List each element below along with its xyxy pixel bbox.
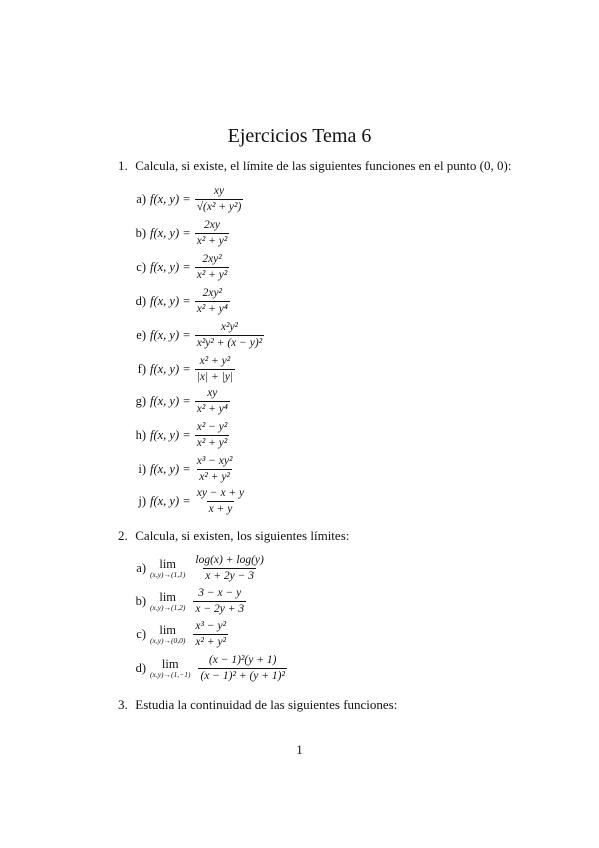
fraction bbox=[198, 654, 286, 683]
numerator: 3 − x − y bbox=[198, 587, 242, 599]
item-label: e) bbox=[136, 328, 146, 342]
function-item-c bbox=[130, 253, 229, 282]
question-text: Estudia la continuidad de las siguientes funciones: bbox=[135, 697, 398, 712]
item-label: i) bbox=[138, 462, 146, 476]
fraction bbox=[195, 219, 230, 248]
numerator: xy bbox=[207, 387, 218, 399]
denominator: x + y bbox=[208, 503, 233, 515]
numerator: log(x) + log(y) bbox=[195, 554, 264, 566]
fraction bbox=[195, 253, 230, 282]
limit-operator bbox=[150, 558, 185, 579]
lim-word: lim bbox=[159, 623, 177, 637]
lim-subscript: (x,y)→(1,2) bbox=[150, 603, 186, 612]
numerator: (x − 1)²(y + 1) bbox=[208, 654, 277, 666]
denominator: x² + y² bbox=[196, 437, 228, 449]
lim-word: lim bbox=[161, 657, 179, 671]
numerator: x²y² bbox=[220, 321, 238, 333]
function-item-d bbox=[130, 287, 230, 316]
fraction bbox=[193, 587, 246, 616]
function-item-h bbox=[130, 421, 229, 450]
item-label: c) bbox=[136, 260, 146, 274]
fraction bbox=[195, 387, 230, 416]
numerator: x² − y² bbox=[196, 421, 228, 433]
function-item-f bbox=[130, 355, 235, 384]
item-label: b) bbox=[135, 594, 146, 608]
denominator: x − 2y + 3 bbox=[195, 603, 245, 615]
denominator: x² + y² bbox=[196, 235, 228, 247]
limit-operator bbox=[150, 591, 185, 612]
numerator: 2xy bbox=[204, 219, 221, 231]
function-lhs: f(x, y) = bbox=[150, 494, 191, 508]
function-lhs: f(x, y) = bbox=[150, 362, 191, 376]
denominator: x² + y² bbox=[196, 269, 228, 281]
numerator: 2xy² bbox=[202, 253, 222, 265]
function-item-a bbox=[130, 185, 243, 214]
limit-operator bbox=[150, 624, 185, 645]
lim-word: lim bbox=[159, 557, 177, 571]
limit-item-d bbox=[130, 654, 287, 683]
numerator: x³ − xy² bbox=[196, 455, 233, 467]
page-number: 1 bbox=[296, 742, 303, 757]
question-text: Calcula, si existen, los siguientes límites: bbox=[135, 528, 350, 543]
numerator: x³ − y² bbox=[195, 620, 227, 632]
lim-subscript: (x,y)→(1,−1) bbox=[150, 670, 191, 679]
limit-item-b bbox=[130, 587, 246, 616]
function-item-g bbox=[130, 387, 230, 416]
numerator: xy bbox=[213, 185, 225, 197]
denominator: x² + y² bbox=[195, 636, 227, 648]
fraction bbox=[195, 287, 230, 316]
fraction bbox=[195, 321, 264, 350]
question-1 bbox=[118, 158, 511, 174]
denominator: |x| + |y| bbox=[196, 371, 234, 383]
lim-subscript: (x,y)→(0,0) bbox=[150, 636, 186, 645]
question-2 bbox=[118, 528, 349, 544]
function-lhs: f(x, y) = bbox=[150, 192, 191, 206]
item-label: j) bbox=[138, 494, 146, 508]
lim-subscript: (x,y)→(1,1) bbox=[150, 570, 186, 579]
denominator: (x − 1)² + (y + 1)² bbox=[200, 670, 285, 682]
question-text: Calcula, si existe, el límite de las siguientes funciones en el punto (0, 0): bbox=[135, 158, 512, 173]
function-item-j bbox=[130, 487, 246, 516]
function-lhs: f(x, y) = bbox=[150, 328, 191, 342]
limit-item-a bbox=[130, 554, 266, 583]
function-item-e bbox=[130, 321, 264, 350]
fraction bbox=[193, 620, 228, 649]
function-item-i bbox=[130, 455, 234, 484]
question-number: 2. bbox=[118, 528, 128, 543]
item-label: a) bbox=[136, 192, 146, 206]
item-label: h) bbox=[135, 428, 146, 442]
fraction bbox=[195, 487, 246, 516]
function-lhs: f(x, y) = bbox=[150, 226, 191, 240]
function-lhs: f(x, y) = bbox=[150, 260, 191, 274]
question-number: 3. bbox=[118, 697, 128, 712]
denominator: x² + y⁴ bbox=[196, 403, 228, 415]
item-label: c) bbox=[136, 627, 146, 641]
limit-item-c bbox=[130, 620, 228, 649]
item-label: b) bbox=[135, 226, 146, 240]
item-label: d) bbox=[135, 294, 146, 308]
question-3 bbox=[118, 697, 397, 713]
function-lhs: f(x, y) = bbox=[150, 394, 191, 408]
fraction bbox=[193, 554, 265, 583]
numerator: xy − x + y bbox=[196, 487, 245, 499]
item-label: f) bbox=[137, 362, 146, 376]
denominator: √(x² + y²) bbox=[196, 201, 242, 213]
denominator: x²y² + (x − y)² bbox=[196, 337, 263, 349]
numerator: 2xy² bbox=[202, 287, 222, 299]
item-label: a) bbox=[136, 561, 146, 575]
item-label: g) bbox=[135, 394, 146, 408]
denominator: x² + y⁴ bbox=[196, 303, 228, 315]
function-lhs: f(x, y) = bbox=[150, 462, 191, 476]
fraction bbox=[195, 355, 235, 384]
denominator: x² + y² bbox=[199, 471, 230, 483]
page-title: Ejercicios Tema 6 bbox=[227, 125, 372, 147]
function-lhs: f(x, y) = bbox=[150, 294, 191, 308]
fraction bbox=[195, 455, 235, 484]
denominator: x + 2y − 3 bbox=[205, 570, 254, 582]
question-number: 1. bbox=[118, 158, 128, 173]
function-lhs: f(x, y) = bbox=[150, 428, 191, 442]
numerator: x² + y² bbox=[199, 355, 231, 367]
fraction bbox=[195, 421, 230, 450]
function-item-b bbox=[130, 219, 229, 248]
lim-word: lim bbox=[159, 590, 177, 604]
fraction bbox=[195, 185, 244, 214]
item-label: d) bbox=[135, 661, 146, 675]
limit-operator bbox=[150, 658, 190, 679]
